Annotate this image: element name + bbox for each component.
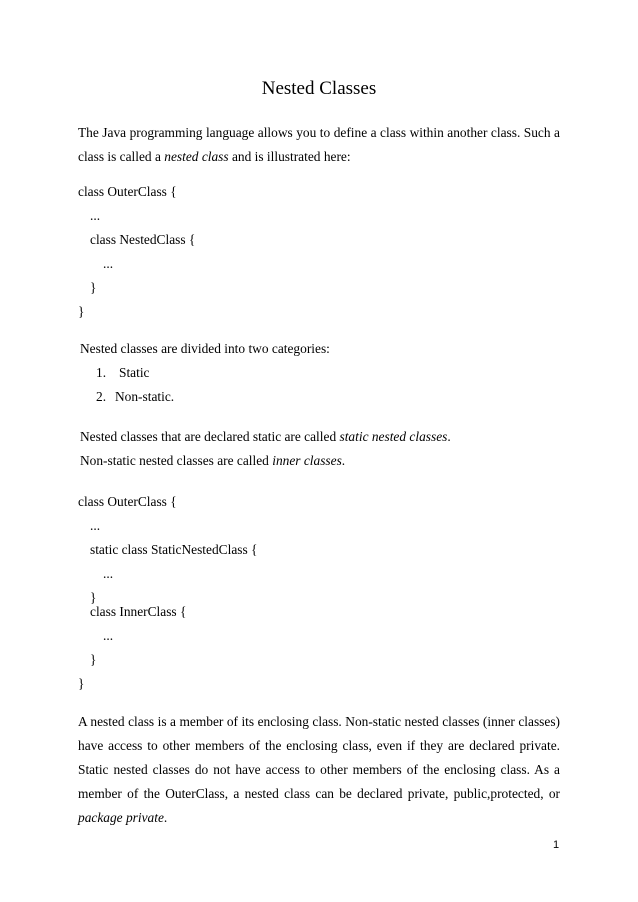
category-2-text: Non-static. xyxy=(115,389,175,404)
code1-line-3: class NestedClass { xyxy=(90,232,196,247)
closing-paragraph xyxy=(78,710,560,830)
inner-definition xyxy=(80,453,345,469)
category-1-text: Static xyxy=(119,365,150,380)
inner-def-text-2: . xyxy=(341,453,346,468)
page-title: Nested Classes xyxy=(261,78,377,99)
code2-line-2: ... xyxy=(90,518,101,533)
static-definition xyxy=(80,429,451,445)
code2-line-3: static class StaticNestedClass { xyxy=(90,542,258,557)
code2-line-4: ... xyxy=(103,566,114,581)
category-2-number: 2. xyxy=(96,389,107,404)
inner-def-text-1: Non-static nested classes are called xyxy=(80,453,273,468)
code2-line-9: } xyxy=(78,676,85,691)
closing-text-2: . xyxy=(163,810,168,825)
code1-line-1: class OuterClass { xyxy=(78,184,177,199)
code2-line-6: class InnerClass { xyxy=(90,604,187,619)
code2-line-7: ... xyxy=(103,628,114,643)
intro-emphasis: nested class xyxy=(164,149,229,164)
intro-text-2: and is illustrated here: xyxy=(228,149,351,164)
code1-line-2: ... xyxy=(90,208,101,223)
intro-text-1: The Java programming language allows you to define a class within another class. Such a class is called a xyxy=(78,125,560,164)
intro-paragraph xyxy=(78,121,560,169)
code1-line-6: } xyxy=(78,304,85,319)
closing-text-1: A nested class is a member of its enclosing class. Non-static nested classes (inner classes) have access to other members of the enclosing class, even if they are declared private. Static nested classes do not have access to other members of the enclosing class. As a member of the OuterClass, a nested class can be declared private, public,protected, or xyxy=(78,714,560,801)
inner-def-emphasis: inner classes xyxy=(272,453,342,468)
code1-line-5: } xyxy=(90,280,97,295)
code1-line-4: ... xyxy=(103,256,114,271)
static-def-emphasis: static nested classes xyxy=(339,429,448,444)
categories-heading: Nested classes are divided into two categories: xyxy=(80,341,330,356)
code2-line-5: } xyxy=(90,590,97,605)
category-1-number: 1. xyxy=(96,365,107,380)
code2-line-1: class OuterClass { xyxy=(78,494,177,509)
static-def-text-2: . xyxy=(447,429,451,444)
closing-emphasis: package private xyxy=(78,810,164,825)
static-def-text-1: Nested classes that are declared static are called xyxy=(80,429,340,444)
code2-line-8: } xyxy=(90,652,97,667)
page-number: 1 xyxy=(553,839,560,851)
